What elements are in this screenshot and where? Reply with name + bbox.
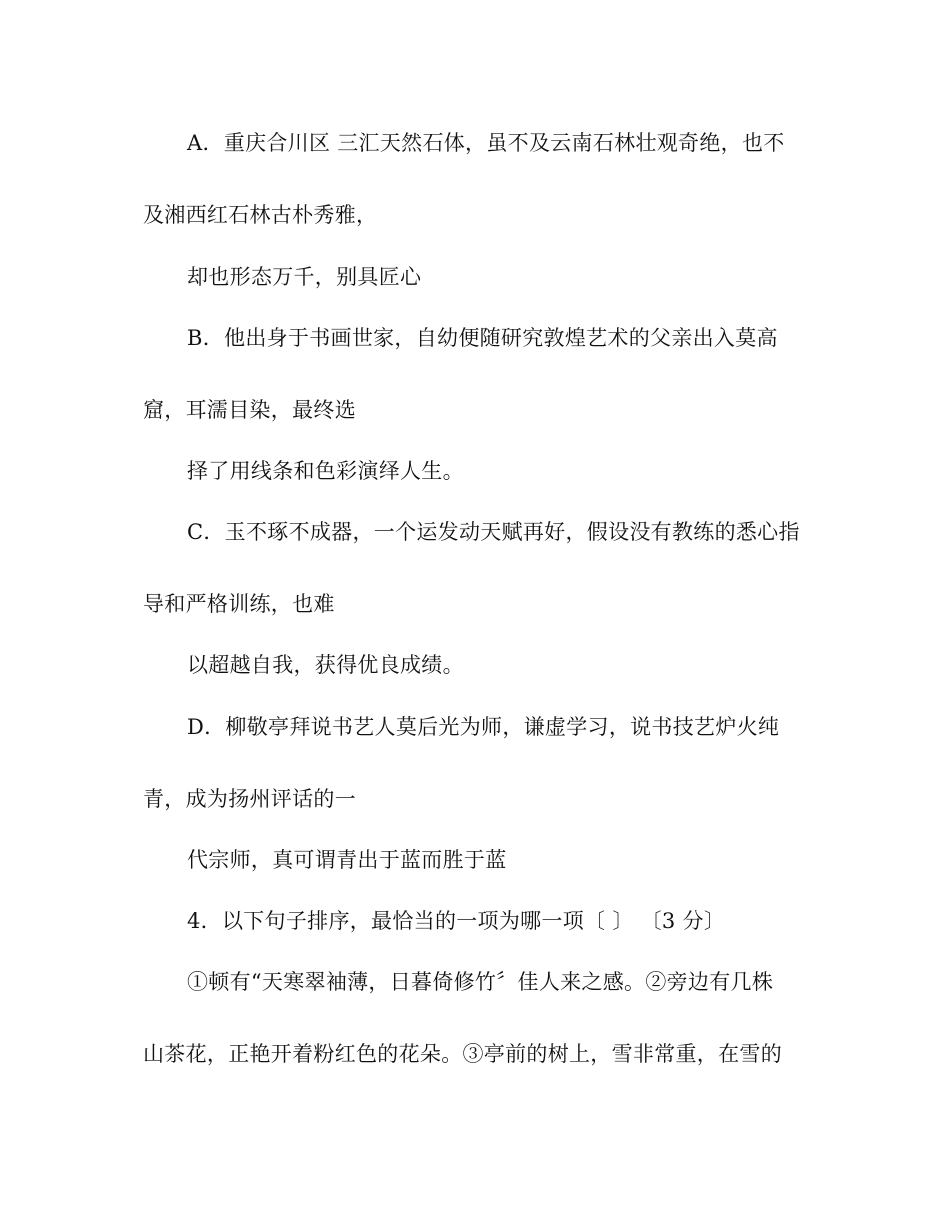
option-a-line-1: A．重庆合川区 三汇天然石体，虽不及云南石林壮观奇绝，也不 [187, 131, 785, 155]
option-d-line-3: 代宗师，真可谓青出于蓝而胜于蓝 [187, 848, 507, 872]
option-b-line-1: B．他出身于书画世家，自幼便随研究敦煌艺术的父亲出入莫高 [187, 326, 778, 350]
question-4-text-line-2: 山茶花，正艳开着粉红色的花朵。③亭前的树上，雪非常重，在雪的 [143, 1042, 782, 1066]
option-d-line-1: D．柳敬亭拜说书艺人莫后光为师，谦虚学习，说书技艺炉火纯 [187, 715, 780, 739]
option-c-line-3: 以超越自我，获得优良成绩。 [187, 653, 464, 677]
option-d-line-2: 青，成为扬州评话的一 [143, 787, 356, 811]
option-b-line-3: 择了用线条和色彩演绎人生。 [187, 459, 464, 483]
question-4-text-line-1: ①顿有“天寒翠袖薄，日暮倚修竹〞佳人来之感。②旁边有几株 [187, 970, 774, 994]
question-4-heading: 4．以下句子排序，最恰当的一项为哪一项〔 〕 〔3 分〕 [187, 909, 726, 933]
option-a-line-2: 及湘西红石林古朴秀雅， [143, 203, 378, 227]
option-c-line-2: 导和严格训练，也难 [143, 592, 335, 616]
option-b-line-2: 窟，耳濡目染，最终选 [143, 398, 356, 422]
option-c-line-1: C．玉不琢不成器，一个运发动天赋再好，假设没有教练的悉心指 [187, 520, 800, 544]
option-a-line-3: 却也形态万千，别具匠心 [187, 265, 422, 289]
